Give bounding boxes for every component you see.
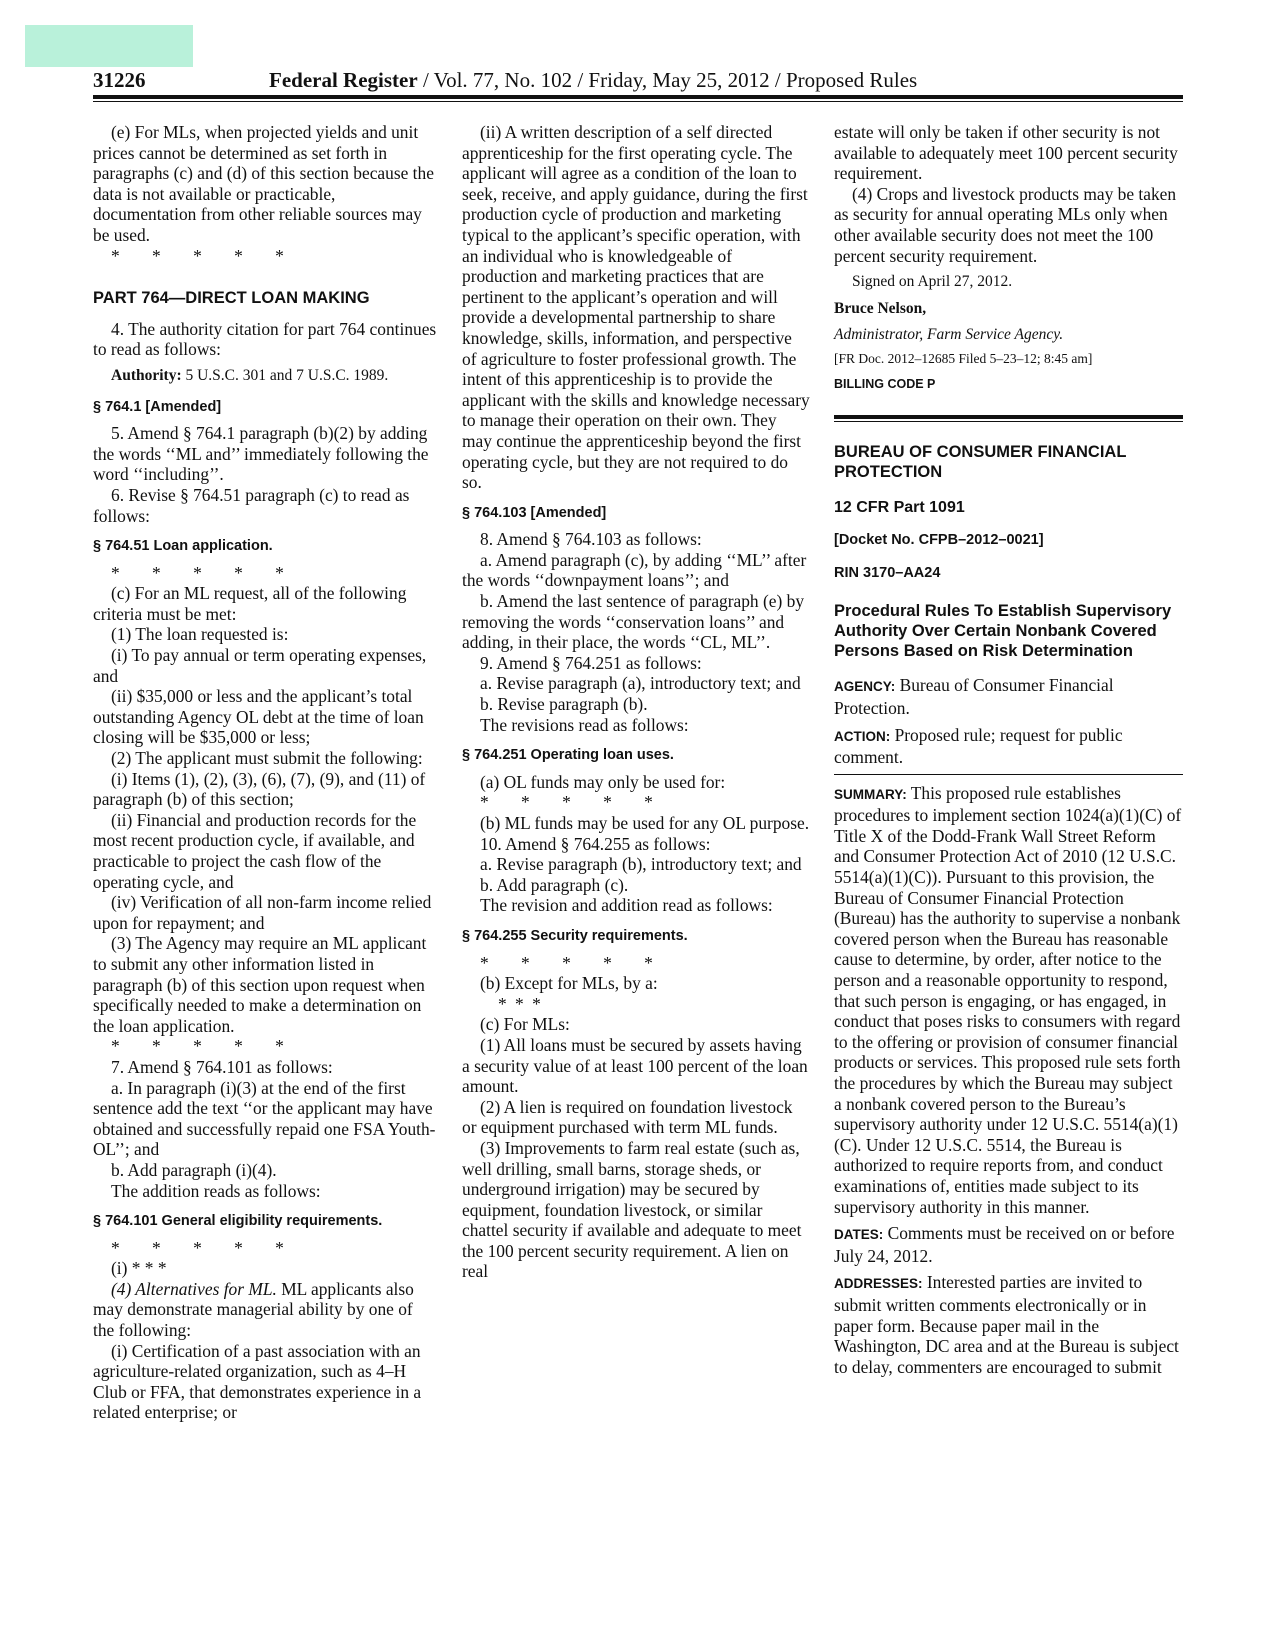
paragraph: (i) Certification of a past association with an agriculture-related organization, such as 4–H Club or FFA, that demonstrates experience in a related enterprise; or [93,1340,422,1423]
agency-block [834,675,1183,718]
running-head [269,68,917,93]
summary-block [834,783,1183,1217]
signer-title-text: Administrator, Farm Service Agency. [834,326,1064,344]
paragraph: a. In paragraph (i)(3) at the end of the first sentence add the text ‘‘or the applicant may have obtained and successfully repaid one FSA Youth-OL’’; and [93,1077,436,1160]
issue-info: / Vol. 77, No. 102 / Friday, May 25, 2012 / Proposed Rules [417,68,918,92]
rule-title: Procedural Rules To Establish Supervisory Authority Over Certain Nonbank Covered Persons Based on Risk Determination [834,602,1172,661]
ellipsis-stars: * * * * * [111,1237,284,1258]
section-heading: § 764.103 [Amended] [462,504,607,521]
paragraph: 6. Revise § 764.51 paragraph (c) to read as follows: [93,484,410,526]
ellipsis-stars: * * * * * [480,792,653,813]
paragraph: (a) OL funds may only be used for: [480,771,726,792]
section-heading: § 764.1 [Amended] [93,398,222,415]
paragraph: (2) The applicant must submit the following: [111,748,423,769]
paragraph: (3) Improvements to farm real estate (such as, well drilling, small barns, storage sheds, or underground irrigation) may be secured by equipment, foundation livestock, or similar chattel security if available and adequate to meet the 100 percent security requirement. A lien on real [462,1137,802,1282]
journal-name: Federal Register [269,68,418,92]
addresses-text: Interested parties are invited to submit written comments electronically or in paper form. Because paper mail in the Washington, DC area and at the Bureau is subject to delay, commenters are encouraged to submit [834,1272,1179,1377]
authority-citation [93,366,438,387]
docket-number: [Docket No. CFPB–2012–0021] [834,532,1044,549]
paragraph: (3) The Agency may require an ML applicant to submit any other information listed in paragraph (b) of this section upon request when specifically needed to make a determination on the loan application. [93,933,427,1036]
paragraph: b. Revise paragraph (b). [480,694,648,715]
dates-block [834,1223,1183,1266]
fr-doc-line: [FR Doc. 2012–12685 Filed 5–23–12; 8:45 am] [834,350,1093,366]
paragraph: b. Amend the last sentence of paragraph (e) by removing the words ‘‘conservation loans’’ and adding, in their place, the words ‘‘CL, ML’’. [462,591,805,653]
authority-text: 5 U.S.C. 301 and 7 U.S.C. 1989. [181,366,389,384]
header-rule-thin [93,101,1183,102]
header-rule-thick [93,95,1183,99]
paragraph: (ii) Financial and production records for the most recent production cycle, if available, and practicable to project the cash flow of the operating cycle, and [93,809,417,892]
italic-heading: (4) Alternatives for ML. [111,1278,277,1299]
paragraph-text: ML applicants also may demonstrate managerial ability by one of the following: [93,1278,414,1341]
addresses-label: ADDRESSES: [834,1276,923,1292]
paragraph: (ii) A written description of a self directed apprenticeship for the first operating cycle. The applicant will agree as a condition of the loan to seek, receive, and apply guidance, during the first production cycle of production and marketing typical to the applicant’s specific operation, with an individual who is knowledgeable of production and marketing practices that are pertinent to the applicant’s operation and will provide a developmental partnership to share knowledge, skills, information, and perspective of agriculture to foster professional growth. The intent of this apprenticeship is to provide the applicant with the skills and knowledge necessary to manage their operation on their own. They may continue the apprenticeship beyond the first operating cycle, but they are not required to do so. [462,122,810,493]
paragraph: (i) * * * [111,1258,167,1279]
addresses-block [834,1272,1183,1377]
section-divider-thick [834,415,1183,419]
paragraph: (i) Items (1), (2), (3), (6), (7), (9), and (11) of paragraph (b) of this section; [93,768,426,810]
column-1 [93,122,438,1423]
paragraph: The addition reads as follows: [111,1180,321,1201]
agency-text: Bureau of Consumer Financial Protection. [834,675,1114,718]
ellipsis-stars: * * * * * [111,245,284,266]
paragraph: 9. Amend § 764.251 as follows: [480,652,702,673]
paragraph: (iv) Verification of all non-farm income relied upon for repayment; and [93,892,432,933]
ellipsis-stars: * * * * * [480,952,653,973]
paragraph: The revision and addition read as follows: [480,895,773,916]
signer-name-text: Bruce Nelson, [834,299,927,317]
signer-title [834,325,1183,346]
divider [834,774,1183,775]
section-heading: § 764.51 Loan application. [93,538,273,555]
agency-label: AGENCY: [834,679,896,695]
paragraph: (c) For an ML request, all of the following criteria must be met: [93,583,407,624]
section-heading: § 764.255 Security requirements. [462,927,688,944]
paragraph: (b) ML funds may be used for any OL purpose. [480,813,810,833]
paragraph: 4. The authority citation for part 764 continues to read as follows: [93,318,437,360]
part-heading: PART 764—DIRECT LOAN MAKING [93,289,370,308]
highlight-tab-marker [25,25,193,67]
paragraph: (1) The loan requested is: [111,624,289,645]
paragraph [93,1279,438,1341]
action-label: ACTION: [834,728,891,744]
paragraph: (e) For MLs, when projected yields and unit prices cannot be determined as set forth in paragraphs (c) and (d) of this section because the data is not available or practicable, documentation from other reliable sources may be used. [93,122,434,245]
paragraph: 7. Amend § 764.101 as follows: [111,1056,333,1077]
paragraph: a. Revise paragraph (a), introductory text; and [480,673,801,694]
paragraph: (4) Crops and livestock products may be taken as security for annual operating MLs only when other available security does not meet the 100 percent security requirement. [834,183,1177,266]
ellipsis-stars: * * * * * [111,1036,284,1057]
authority-label: Authority: [111,366,182,384]
agency-heading: BUREAU OF CONSUMER FINANCIAL PROTECTION [834,442,1127,481]
section-heading: § 764.101 General eligibility requirements. [93,1213,383,1230]
paragraph: b. Add paragraph (i)(4). [111,1159,277,1180]
column-3 [834,122,1183,1383]
ellipsis-stars: * * * * * [111,562,284,583]
signer-name [834,299,1183,320]
paragraph: (b) Except for MLs, by a: [480,973,658,994]
cfr-part: 12 CFR Part 1091 [834,498,965,516]
rin-number: RIN 3170–AA24 [834,564,941,581]
ellipsis-stars: * * * [498,993,541,1014]
paragraph: 5. Amend § 764.1 paragraph (b)(2) by adding the words ‘‘ML and’’ immediately following the word ‘‘including’’. [93,423,429,485]
paragraph: 10. Amend § 764.255 as follows: [480,833,711,854]
dates-text: Comments must be received on or before July 24, 2012. [834,1223,1175,1266]
action-text: Proposed rule; request for public comment. [834,724,1123,768]
summary-label: SUMMARY: [834,786,907,802]
dates-label: DATES: [834,1227,884,1243]
paragraph: (i) To pay annual or term operating expenses, and [93,645,427,686]
paragraph: b. Add paragraph (c). [480,874,629,895]
page-number: 31226 [93,68,146,92]
paragraph: (ii) $35,000 or less and the applicant’s total outstanding Agency OL debt at the time of loan closing will be $35,000 or less; [93,686,424,748]
paragraph: (2) A lien is required on foundation livestock or equipment purchased with term ML funds. [462,1096,793,1138]
column-2 [462,122,810,1282]
paragraph: 8. Amend § 764.103 as follows: [480,529,702,550]
billing-code: BILLING CODE P [834,376,936,391]
section-divider-thin [834,421,1183,422]
paragraph: estate will only be taken if other security is not available to adequately meet 100 percent security requirement. [834,122,1178,184]
paragraph: (1) All loans must be secured by assets having a security value of at least 100 percent of the loan amount. [462,1034,808,1097]
section-heading: § 764.251 Operating loan uses. [462,747,674,764]
paragraph: (c) For MLs: [480,1014,570,1035]
paragraph: a. Revise paragraph (b), introductory text; and [480,854,802,875]
signed-date: Signed on April 27, 2012. [852,273,1013,291]
paragraph: The revisions read as follows: [480,714,689,735]
summary-text: This proposed rule establishes procedures to implement section 1024(a)(1)(C) of Title X of the Dodd-Frank Wall Street Reform and Consumer Protection Act of 2010 (12 U.S.C. 5514(a)(1)(C)). Pursuant to this provision, the Bureau of Consumer Financial Protection (Bureau) has the authority to supervise a nonbank covered person when the Bureau has reasonable cause to determine, by order, after notice to the person and a reasonable opportunity to respond, that such person is engaging, or has engaged, in conduct that poses risks to consumers with regard to the offering or provision of consumer financial products or services. This proposed rule sets forth the procedures by which the Bureau may subject a nonbank covered person to the Bureau’s supervisory authority under 12 U.S.C. 5514(a)(1)(C). Under 12 U.S.C. 5514, the Bureau is authorized to require reports from, and conduct examinations of, entities made subject to its supervisory authority in this manner. [834,782,1182,1217]
action-block [834,725,1183,768]
page-header [93,66,1183,96]
paragraph: a. Amend paragraph (c), by adding ‘‘ML’’ after the words ‘‘downpayment loans’’; and [462,549,807,591]
